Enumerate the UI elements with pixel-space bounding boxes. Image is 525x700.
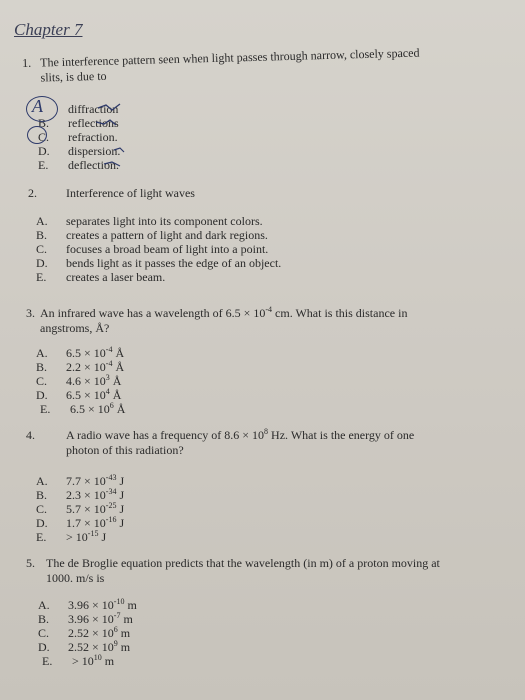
q4-option-b-letter: B.	[36, 488, 48, 502]
q4-option-c-base: 5.7 × 10	[66, 502, 106, 516]
question-2-number: 2.	[28, 186, 37, 200]
q2-option-b	[36, 228, 268, 242]
question-4-text-line2: photon of this radiation?	[66, 443, 184, 457]
q5-option-b-base: 3.96 × 10	[68, 612, 114, 626]
q4-option-b-unit: J	[116, 488, 125, 502]
question-3-text-line2: angstroms, Å?	[40, 321, 110, 335]
q5-option-c-base: 2.52 × 10	[68, 626, 114, 640]
q5-option-a-exp: -10	[113, 597, 125, 606]
question-4-text-pre: A radio wave has a frequency of 8.6 × 10	[66, 428, 265, 442]
q3-option-c-unit: Å	[109, 374, 122, 388]
q5-option-d-unit: m	[117, 640, 131, 654]
pen-marks-icon	[96, 102, 126, 178]
q5-option-a	[38, 598, 137, 612]
question-5-number: 5.	[26, 556, 35, 570]
q2-option-c-letter: C.	[36, 242, 48, 256]
q5-option-d-letter: D.	[38, 640, 50, 654]
q1-option-d-letter: D.	[38, 144, 50, 158]
q1-option-c-letter: C.	[38, 130, 50, 144]
q5-option-b-exp: -7	[113, 611, 121, 620]
q2-option-a-text: separates light into its component colors.	[66, 214, 263, 228]
q3-option-c-exp: 3	[105, 373, 110, 382]
q5-option-b-letter: B.	[38, 612, 50, 626]
q3-option-d-letter: D.	[36, 388, 48, 402]
q3-option-a-letter: A.	[36, 346, 48, 360]
q2-option-b-text: creates a pattern of light and dark regions.	[66, 228, 268, 242]
q2-option-c-text: focuses a broad beam of light into a point.	[66, 242, 269, 256]
q1-option-a-text: diffraction	[68, 102, 119, 116]
q2-option-a	[36, 214, 263, 228]
q3-option-b-letter: B.	[36, 360, 48, 374]
q1-option-e-text: deflection.	[68, 158, 119, 172]
q5-option-d-exp: 9	[113, 639, 118, 648]
question-3	[26, 306, 407, 336]
question-1	[22, 46, 420, 86]
q3-option-c	[36, 374, 121, 388]
q4-option-a	[36, 474, 124, 488]
q4-option-a-base: 7.7 × 10	[66, 474, 106, 488]
question-1-text-line1: The interference pattern seen when light passes through narrow, closely spaced	[39, 45, 420, 70]
question-3-text-post: cm. What is this distance in	[272, 306, 408, 320]
question-2	[28, 186, 195, 201]
question-4	[26, 428, 414, 458]
q3-option-a-unit: Å	[112, 346, 125, 360]
q1-option-d-text: dispersion.	[68, 144, 121, 158]
q4-option-a-exp: -43	[105, 473, 117, 482]
q5-option-a-letter: A.	[38, 598, 50, 612]
q2-option-e	[36, 270, 165, 284]
q5-option-c-unit: m	[117, 626, 131, 640]
q3-option-d-base: 6.5 × 10	[66, 388, 106, 402]
question-3-number: 3.	[26, 306, 35, 320]
q5-option-c	[38, 626, 130, 640]
q3-option-b-exp: -4	[105, 359, 113, 368]
q2-option-d	[36, 256, 281, 270]
answer-circle-c	[27, 126, 47, 144]
question-1-text-line2: slits, is due to	[40, 68, 107, 85]
q4-option-e-letter: E.	[36, 530, 47, 544]
q4-option-c	[36, 502, 124, 516]
q3-option-d-unit: Å	[109, 388, 122, 402]
handwritten-answer: A	[32, 96, 43, 116]
q4-option-b-exp: -34	[105, 487, 117, 496]
q5-option-b	[38, 612, 133, 626]
q5-option-d	[38, 640, 130, 654]
q4-option-c-letter: C.	[36, 502, 48, 516]
q1-option-b-letter: B.	[38, 116, 50, 130]
q4-option-e-exp: -15	[87, 529, 99, 538]
q4-option-e	[36, 530, 106, 544]
q3-option-e	[40, 402, 125, 416]
q5-option-c-exp: 6	[113, 625, 118, 634]
question-4-text-exp: 8	[264, 427, 269, 436]
q4-option-a-letter: A.	[36, 474, 48, 488]
q2-option-e-text: creates a laser beam.	[66, 270, 166, 284]
question-2-text: Interference of light waves	[66, 186, 195, 200]
q2-option-e-letter: E.	[36, 270, 47, 284]
q5-option-d-base: 2.52 × 10	[68, 640, 114, 654]
q5-option-a-base: 3.96 × 10	[68, 598, 114, 612]
q4-option-b-base: 2.3 × 10	[66, 488, 106, 502]
q3-option-d-exp: 4	[105, 387, 110, 396]
q3-option-e-letter: E.	[40, 402, 51, 416]
q5-option-e-letter: E.	[42, 654, 53, 668]
q4-option-d-letter: D.	[36, 516, 48, 530]
q1-option-c-text: refraction.	[68, 130, 118, 144]
q5-option-e-exp: 10	[93, 653, 102, 662]
q5-option-e	[42, 654, 114, 668]
question-5-text-line2: 1000. m/s is	[46, 571, 105, 585]
q2-option-d-letter: D.	[36, 256, 48, 270]
q4-option-d	[36, 516, 124, 530]
q5-option-c-letter: C.	[38, 626, 50, 640]
q2-option-b-letter: B.	[36, 228, 48, 242]
question-4-number: 4.	[26, 428, 35, 442]
question-3-text-pre: An infrared wave has a wavelength of 6.5 × 10	[40, 306, 266, 320]
q3-option-a	[36, 346, 124, 360]
question-5-text-line1: The de Broglie equation predicts that the wavelength (in m) of a proton moving at	[46, 556, 440, 570]
q3-option-e-base: 6.5 × 10	[70, 402, 110, 416]
q3-option-a-exp: -4	[105, 345, 113, 354]
q4-option-d-exp: -16	[105, 515, 117, 524]
q5-option-e-base: > 10	[72, 654, 94, 668]
q2-option-a-letter: A.	[36, 214, 48, 228]
q1-option-b-text: reflections	[68, 116, 119, 130]
q4-option-d-base: 1.7 × 10	[66, 516, 106, 530]
q3-option-e-exp: 6	[109, 401, 114, 410]
q4-option-d-unit: J	[116, 516, 125, 530]
q4-option-b	[36, 488, 124, 502]
q3-option-b-unit: Å	[112, 360, 125, 374]
q1-option-e-letter: E.	[38, 158, 49, 172]
question-4-text-post: Hz. What is the energy of one	[268, 428, 415, 442]
q2-option-c	[36, 242, 268, 256]
q3-option-e-unit: Å	[113, 402, 126, 416]
q3-option-a-base: 6.5 × 10	[66, 346, 106, 360]
q5-option-a-unit: m	[124, 598, 137, 612]
q3-option-b	[36, 360, 124, 374]
q3-option-c-base: 4.6 × 10	[66, 374, 106, 388]
q4-option-e-unit: J	[98, 530, 107, 544]
q2-option-d-text: bends light as it passes the edge of an object.	[66, 256, 282, 270]
q3-option-b-base: 2.2 × 10	[66, 360, 106, 374]
q3-option-c-letter: C.	[36, 374, 48, 388]
chapter-title: Chapter 7	[14, 20, 83, 39]
question-3-text-exp: -4	[265, 305, 273, 314]
question-1-number: 1.	[22, 55, 32, 70]
q4-option-e-base: > 10	[66, 530, 88, 544]
q4-option-a-unit: J	[116, 474, 125, 488]
q3-option-d	[36, 388, 121, 402]
q5-option-b-unit: m	[120, 612, 133, 626]
q4-option-c-exp: -25	[105, 501, 117, 510]
q5-option-e-unit: m	[101, 654, 115, 668]
q4-option-c-unit: J	[116, 502, 125, 516]
question-5	[26, 556, 440, 586]
